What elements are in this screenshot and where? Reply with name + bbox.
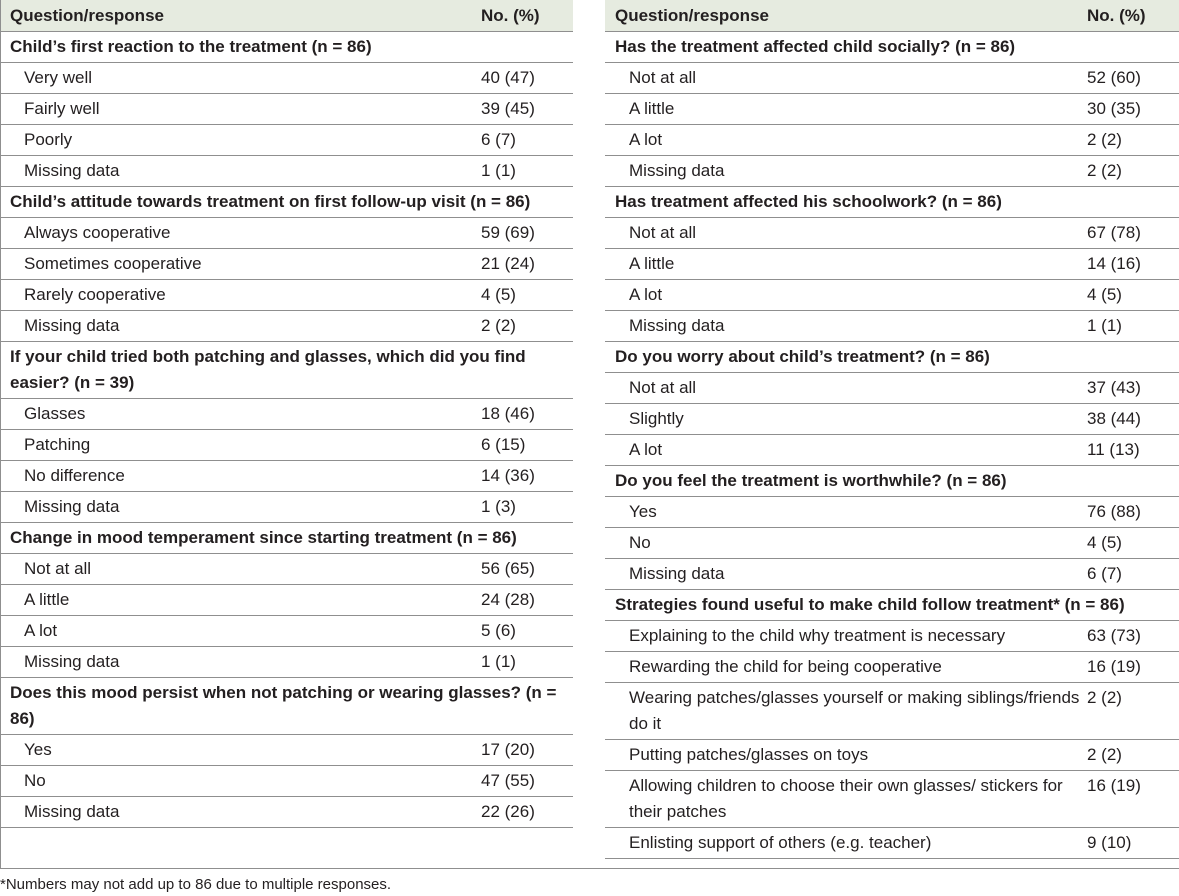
response-label: Yes [0, 735, 481, 766]
response-count: 4 (5) [1087, 528, 1179, 559]
question-column-header: Question/response [0, 0, 481, 32]
response-label: Always cooperative [0, 218, 481, 249]
table-row [0, 735, 573, 766]
response-count: 2 (2) [1087, 740, 1179, 771]
section-title: Strategies found useful to make child follow treatment* (n = 86) [605, 590, 1179, 621]
response-label: Missing data [605, 311, 1087, 342]
table-row [0, 63, 573, 94]
response-label: Very well [0, 63, 481, 94]
table-row [605, 280, 1179, 311]
table-row [0, 94, 573, 125]
response-count: 22 (26) [481, 797, 573, 828]
section-row [605, 466, 1179, 497]
response-count: 4 (5) [481, 280, 573, 311]
response-label: A lot [605, 280, 1087, 311]
response-label: A lot [605, 435, 1087, 466]
response-count: 1 (1) [481, 156, 573, 187]
table-row [605, 404, 1179, 435]
table-row [605, 740, 1179, 771]
table-row [0, 616, 573, 647]
response-count: 24 (28) [481, 585, 573, 616]
response-count: 2 (2) [1087, 125, 1179, 156]
response-count: 1 (1) [481, 647, 573, 678]
section-title: Do you worry about child’s treatment? (n = 86) [605, 342, 1179, 373]
response-label: Yes [605, 497, 1087, 528]
response-count: 39 (45) [481, 94, 573, 125]
response-label: A lot [0, 616, 481, 647]
question-column-header: Question/response [605, 0, 1087, 32]
table-row [0, 554, 573, 585]
response-label: A little [605, 94, 1087, 125]
section-row [0, 523, 573, 554]
section-row [0, 342, 573, 399]
table-row [605, 218, 1179, 249]
table-row [0, 249, 573, 280]
table-row [605, 63, 1179, 94]
response-label: Allowing children to choose their own glasses/ stickers for their patches [605, 771, 1087, 828]
right-table [605, 0, 1179, 859]
response-label: Missing data [0, 797, 481, 828]
table-row [605, 94, 1179, 125]
response-count: 2 (2) [481, 311, 573, 342]
table-row [0, 585, 573, 616]
right-table-panel [605, 0, 1179, 859]
response-label: Missing data [605, 559, 1087, 590]
response-label: Not at all [605, 218, 1087, 249]
table-row [605, 559, 1179, 590]
table-header-row [0, 0, 573, 32]
table-row [0, 218, 573, 249]
table-row [605, 373, 1179, 404]
left-table-panel [0, 0, 573, 828]
response-label: A lot [605, 125, 1087, 156]
response-label: No [0, 766, 481, 797]
response-label: Missing data [0, 311, 481, 342]
column-gap [573, 0, 605, 868]
response-label: Putting patches/glasses on toys [605, 740, 1087, 771]
response-count: 56 (65) [481, 554, 573, 585]
response-label: Missing data [0, 647, 481, 678]
response-label: Rewarding the child for being cooperative [605, 652, 1087, 683]
response-label: Patching [0, 430, 481, 461]
count-column-header: No. (%) [1087, 0, 1179, 32]
response-count: 52 (60) [1087, 63, 1179, 94]
response-count: 6 (7) [481, 125, 573, 156]
response-label: Rarely cooperative [0, 280, 481, 311]
response-label: Missing data [0, 492, 481, 523]
response-count: 5 (6) [481, 616, 573, 647]
response-label: Missing data [605, 156, 1087, 187]
response-label: A little [0, 585, 481, 616]
table-row [605, 621, 1179, 652]
table-bottom-border [0, 868, 1179, 869]
section-row [605, 342, 1179, 373]
section-title: Do you feel the treatment is worthwhile? (n = 86) [605, 466, 1179, 497]
table-row [0, 647, 573, 678]
section-row [605, 187, 1179, 218]
response-label: A little [605, 249, 1087, 280]
response-label: Slightly [605, 404, 1087, 435]
response-count: 76 (88) [1087, 497, 1179, 528]
table-header-row [605, 0, 1179, 32]
response-label: Wearing patches/glasses yourself or making siblings/friends do it [605, 683, 1087, 740]
section-row [605, 590, 1179, 621]
section-title: Has treatment affected his schoolwork? (n = 86) [605, 187, 1179, 218]
response-label: Glasses [0, 399, 481, 430]
section-title: Child’s first reaction to the treatment (n = 86) [0, 32, 573, 63]
response-count: 67 (78) [1087, 218, 1179, 249]
section-row [0, 187, 573, 218]
table-row [605, 125, 1179, 156]
section-title: If your child tried both patching and glasses, which did you find easier? (n = 39) [0, 342, 573, 399]
response-count: 40 (47) [481, 63, 573, 94]
response-count: 59 (69) [481, 218, 573, 249]
response-count: 2 (2) [1087, 683, 1179, 740]
section-row [605, 32, 1179, 63]
table-left-border [0, 0, 1, 868]
footnote: *Numbers may not add up to 86 due to multiple responses. [0, 876, 392, 893]
response-count: 47 (55) [481, 766, 573, 797]
table-row [605, 497, 1179, 528]
response-label: Not at all [605, 63, 1087, 94]
table-row [0, 492, 573, 523]
table-row [0, 156, 573, 187]
response-label: No difference [0, 461, 481, 492]
response-label: Fairly well [0, 94, 481, 125]
response-label: Not at all [605, 373, 1087, 404]
response-label: Sometimes cooperative [0, 249, 481, 280]
response-count: 6 (15) [481, 430, 573, 461]
response-count: 30 (35) [1087, 94, 1179, 125]
section-title: Has the treatment affected child socially? (n = 86) [605, 32, 1179, 63]
table-row [0, 461, 573, 492]
table-row [605, 652, 1179, 683]
table-row [0, 797, 573, 828]
response-label: Poorly [0, 125, 481, 156]
table-row [0, 280, 573, 311]
response-count: 63 (73) [1087, 621, 1179, 652]
response-count: 16 (19) [1087, 652, 1179, 683]
response-count: 6 (7) [1087, 559, 1179, 590]
response-count: 21 (24) [481, 249, 573, 280]
response-count: 38 (44) [1087, 404, 1179, 435]
table-row [605, 311, 1179, 342]
table-row [605, 528, 1179, 559]
response-label: No [605, 528, 1087, 559]
response-label: Not at all [0, 554, 481, 585]
response-count: 1 (1) [1087, 311, 1179, 342]
response-count: 4 (5) [1087, 280, 1179, 311]
table-row [0, 125, 573, 156]
table-row [605, 156, 1179, 187]
response-count: 9 (10) [1087, 828, 1179, 859]
table-row [0, 399, 573, 430]
response-label: Missing data [0, 156, 481, 187]
response-count: 18 (46) [481, 399, 573, 430]
table-row [605, 683, 1179, 740]
table-row [605, 771, 1179, 828]
table-row [0, 430, 573, 461]
section-row [0, 32, 573, 63]
table-row [605, 249, 1179, 280]
response-count: 14 (36) [481, 461, 573, 492]
response-label: Enlisting support of others (e.g. teacher) [605, 828, 1087, 859]
response-count: 37 (43) [1087, 373, 1179, 404]
response-count: 14 (16) [1087, 249, 1179, 280]
table-row [0, 766, 573, 797]
left-table [0, 0, 573, 828]
section-title: Child’s attitude towards treatment on first follow-up visit (n = 86) [0, 187, 573, 218]
response-count: 1 (3) [481, 492, 573, 523]
table-row [605, 435, 1179, 466]
response-count: 17 (20) [481, 735, 573, 766]
response-label: Explaining to the child why treatment is necessary [605, 621, 1087, 652]
response-count: 2 (2) [1087, 156, 1179, 187]
table-row [605, 828, 1179, 859]
table-row [0, 311, 573, 342]
response-count: 16 (19) [1087, 771, 1179, 828]
count-column-header: No. (%) [481, 0, 573, 32]
section-row [0, 678, 573, 735]
section-title: Change in mood temperament since starting treatment (n = 86) [0, 523, 573, 554]
section-title: Does this mood persist when not patching or wearing glasses? (n = 86) [0, 678, 573, 735]
response-count: 11 (13) [1087, 435, 1179, 466]
